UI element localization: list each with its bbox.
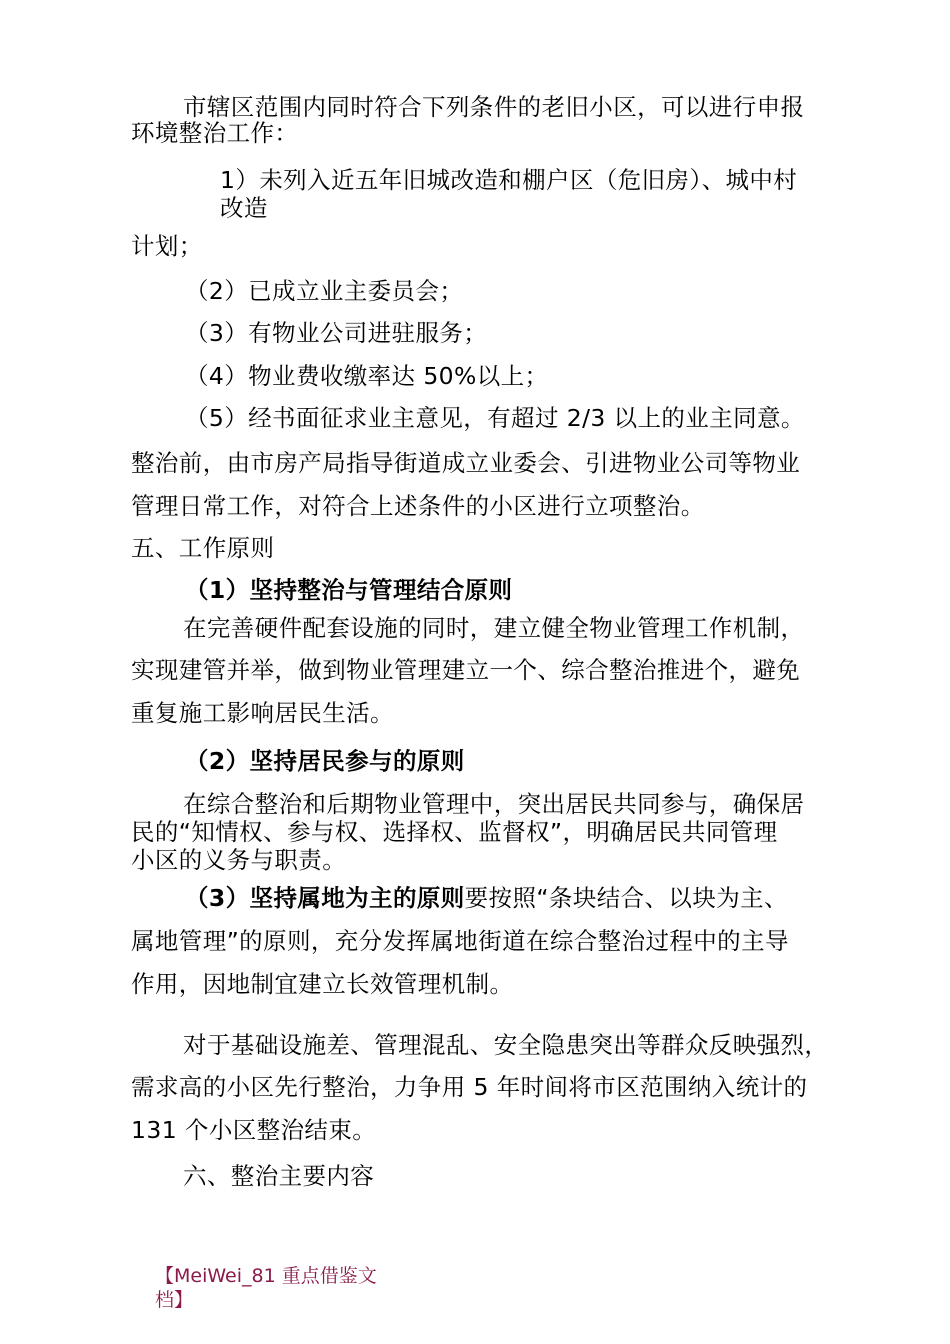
paragraph-line: 管理日常工作，对符合上述条件的小区进行立项整治。 <box>131 492 705 520</box>
condition-item-2: （2）已成立业主委员会； <box>185 277 464 305</box>
paragraph-line: 民的“知情权、参与权、选择权、监督权”，明确居民共同管理 <box>131 818 778 846</box>
paragraph-text: 要按照“条块结合、以块为主、 <box>464 884 788 912</box>
paragraph-line: 对于基础设施差、管理混乱、安全隐患突出等群众反映强烈， <box>183 1031 829 1059</box>
principle-heading: （3）坚持属地为主的原则 <box>185 884 465 912</box>
condition-item-1: 1）未列入近五年旧城改造和棚户区（危旧房）、城中村 <box>220 166 798 194</box>
condition-item-5: （5）经书面征求业主意见，有超过 2/3 以上的业主同意。 <box>185 404 805 432</box>
paragraph-line: 实现建管并举，做到物业管理建立一个、综合整治推进个，避免 <box>131 656 801 684</box>
section-heading: 五、工作原则 <box>131 534 275 562</box>
section-heading: 六、整治主要内容 <box>183 1162 375 1190</box>
paragraph-line: 作用，因地制宜建立长效管理机制。 <box>131 970 514 998</box>
paragraph-line: 重复施工影响居民生活。 <box>131 699 394 727</box>
paragraph-line: 在综合整治和后期物业管理中，突出居民共同参与，确保居 <box>183 790 805 818</box>
paragraph-line: 属地管理”的原则，充分发挥属地街道在综合整治过程中的主导 <box>131 927 789 955</box>
paragraph-line: 需求高的小区先行整治，力争用 5 年时间将市区范围纳入统计的 <box>131 1073 808 1101</box>
intro-line: 市辖区范围内同时符合下列条件的老旧小区，可以进行申报 <box>183 93 805 121</box>
principle-3-line <box>185 883 788 913</box>
footer-watermark: 【MeiWei_81 重点借鉴文 <box>155 1265 377 1287</box>
footer-watermark: 档】 <box>155 1289 194 1311</box>
intro-line: 环境整治工作： <box>131 119 299 147</box>
condition-item-4: （4）物业费收缴率达 50%以上； <box>185 362 549 390</box>
paragraph-line: 小区的义务与职责。 <box>131 846 347 874</box>
paragraph-line: 在完善硬件配套设施的同时，建立健全物业管理工作机制， <box>183 614 805 642</box>
paragraph-line: 整治前，由市房产局指导街道成立业委会、引进物业公司等物业 <box>131 449 801 477</box>
condition-item-3: （3）有物业公司进驻服务； <box>185 319 488 347</box>
paragraph-line: 131 个小区整治结束。 <box>131 1116 377 1144</box>
condition-item-1-cont: 改造 <box>220 194 268 222</box>
principle-heading: （1）坚持整治与管理结合原则 <box>185 576 513 604</box>
principle-heading: （2）坚持居民参与的原则 <box>185 747 465 775</box>
condition-item-1-cont: 计划； <box>131 232 203 260</box>
